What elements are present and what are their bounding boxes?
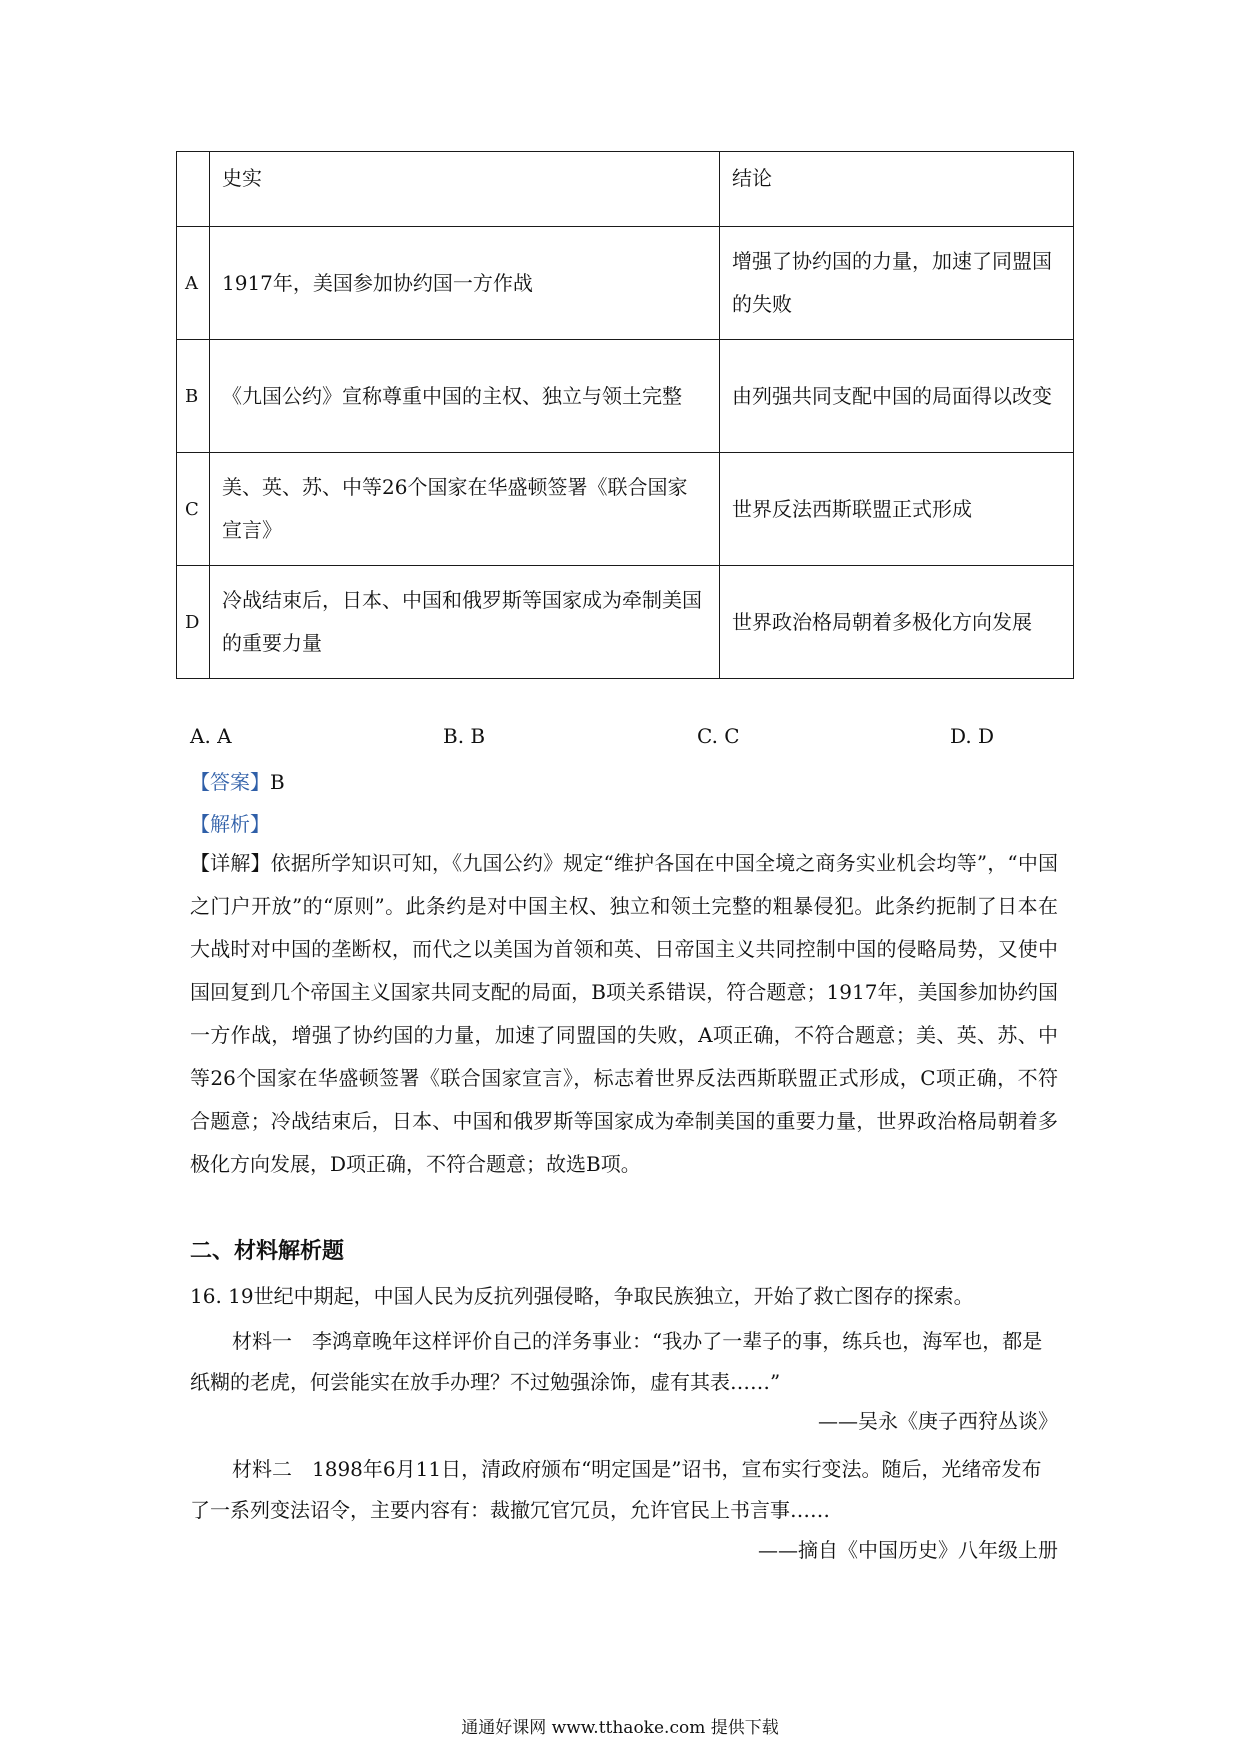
answer-line (190, 766, 285, 795)
table-header-row (177, 152, 1074, 227)
material-one-text: 材料一 李鸿章晚年这样评价自己的洋务事业：“我办了一辈子的事，练兵也，海军也，都是纸糊的老虎，何尝能实在放手办理？不过勉强涂饰，虚有其表……” (190, 1329, 1043, 1394)
table-row (177, 227, 1074, 340)
table-row (177, 566, 1074, 679)
row-label: D (177, 566, 210, 679)
material-one (190, 1321, 1058, 1403)
option-c: C. C (697, 724, 740, 748)
row-conclusion: 世界政治格局朝着多极化方向发展 (720, 566, 1074, 679)
table-row (177, 453, 1074, 566)
material-two (190, 1449, 1058, 1531)
material-two-source: ——摘自《中国历史》八年级上册 (758, 1538, 1058, 1562)
question-table (176, 151, 1074, 679)
row-label: A (177, 227, 210, 340)
detail-explanation (190, 842, 1058, 1186)
answer-value: B (270, 770, 285, 794)
option-b: B. B (443, 724, 486, 748)
option-d: D. D (950, 724, 995, 748)
material-two-text: 材料二 1898年6月11日，清政府颁布“明定国是”诏书，宣布实行变法。随后，光绪帝发布了一系列变法诏令，主要内容有：裁撤冗官冗员，允许官民上书言事…… (190, 1457, 1042, 1522)
header-conclusion: 结论 (720, 152, 1074, 227)
option-a: A. A (190, 724, 232, 748)
row-label: C (177, 453, 210, 566)
analysis-tag: 【解析】 (190, 812, 270, 836)
row-fact: 1917年，美国参加协约国一方作战 (210, 227, 720, 340)
row-conclusion: 世界反法西斯联盟正式形成 (720, 453, 1074, 566)
row-fact: 《九国公约》宣称尊重中国的主权、独立与领土完整 (210, 340, 720, 453)
row-conclusion: 增强了协约国的力量，加速了同盟国的失败 (720, 227, 1074, 340)
table-corner-cell (177, 152, 210, 227)
material-one-source: ——吴永《庚子西狩丛谈》 (818, 1409, 1058, 1433)
section-title: 二、材料解析题 (190, 1239, 345, 1264)
question-16-stem: 16. 19世纪中期起，中国人民为反抗列强侵略，争取民族独立，开始了救亡图存的探索。 (190, 1284, 974, 1308)
answer-tag: 【答案】 (190, 770, 270, 794)
row-fact: 美、英、苏、中等26个国家在华盛顿签署《联合国家宣言》 (210, 453, 720, 566)
detail-text: 【详解】依据所学知识可知，《九国公约》规定“维护各国在中国全境之商务实业机会均等”，“中国之门户开放”的“原则”。此条约是对中国主权、独立和领土完整的粗暴侵犯。此条约扼制了日本在大战时对中国的垄断权，而代之以美国为首领和英、日帝国主义共同控制中国的侵略局势，又使中国回复到几个帝国主义国家共同支配的局面，B项关系错误，符合题意；1917年，美国参加协约国一方作战，增强了协约国的力量，加速了同盟国的失败，A项正确，不符合题意；美、英、苏、中等26个国家在华盛顿签署《联合国家宣言》，标志着世界反法西斯联盟正式形成，C项正确，不符合题意；冷战结束后，日本、中国和俄罗斯等国家成为牵制美国的重要力量，世界政治格局朝着多极化方向发展，D项正确，不符合题意；故选B项。 (190, 851, 1058, 1176)
row-conclusion: 由列强共同支配中国的局面得以改变 (720, 340, 1074, 453)
header-fact: 史实 (210, 152, 720, 227)
table-row (177, 340, 1074, 453)
row-fact: 冷战结束后，日本、中国和俄罗斯等国家成为牵制美国的重要力量 (210, 566, 720, 679)
page-footer: 通通好课网 www.tthaoke.com 提供下载 (461, 1718, 779, 1738)
row-label: B (177, 340, 210, 453)
